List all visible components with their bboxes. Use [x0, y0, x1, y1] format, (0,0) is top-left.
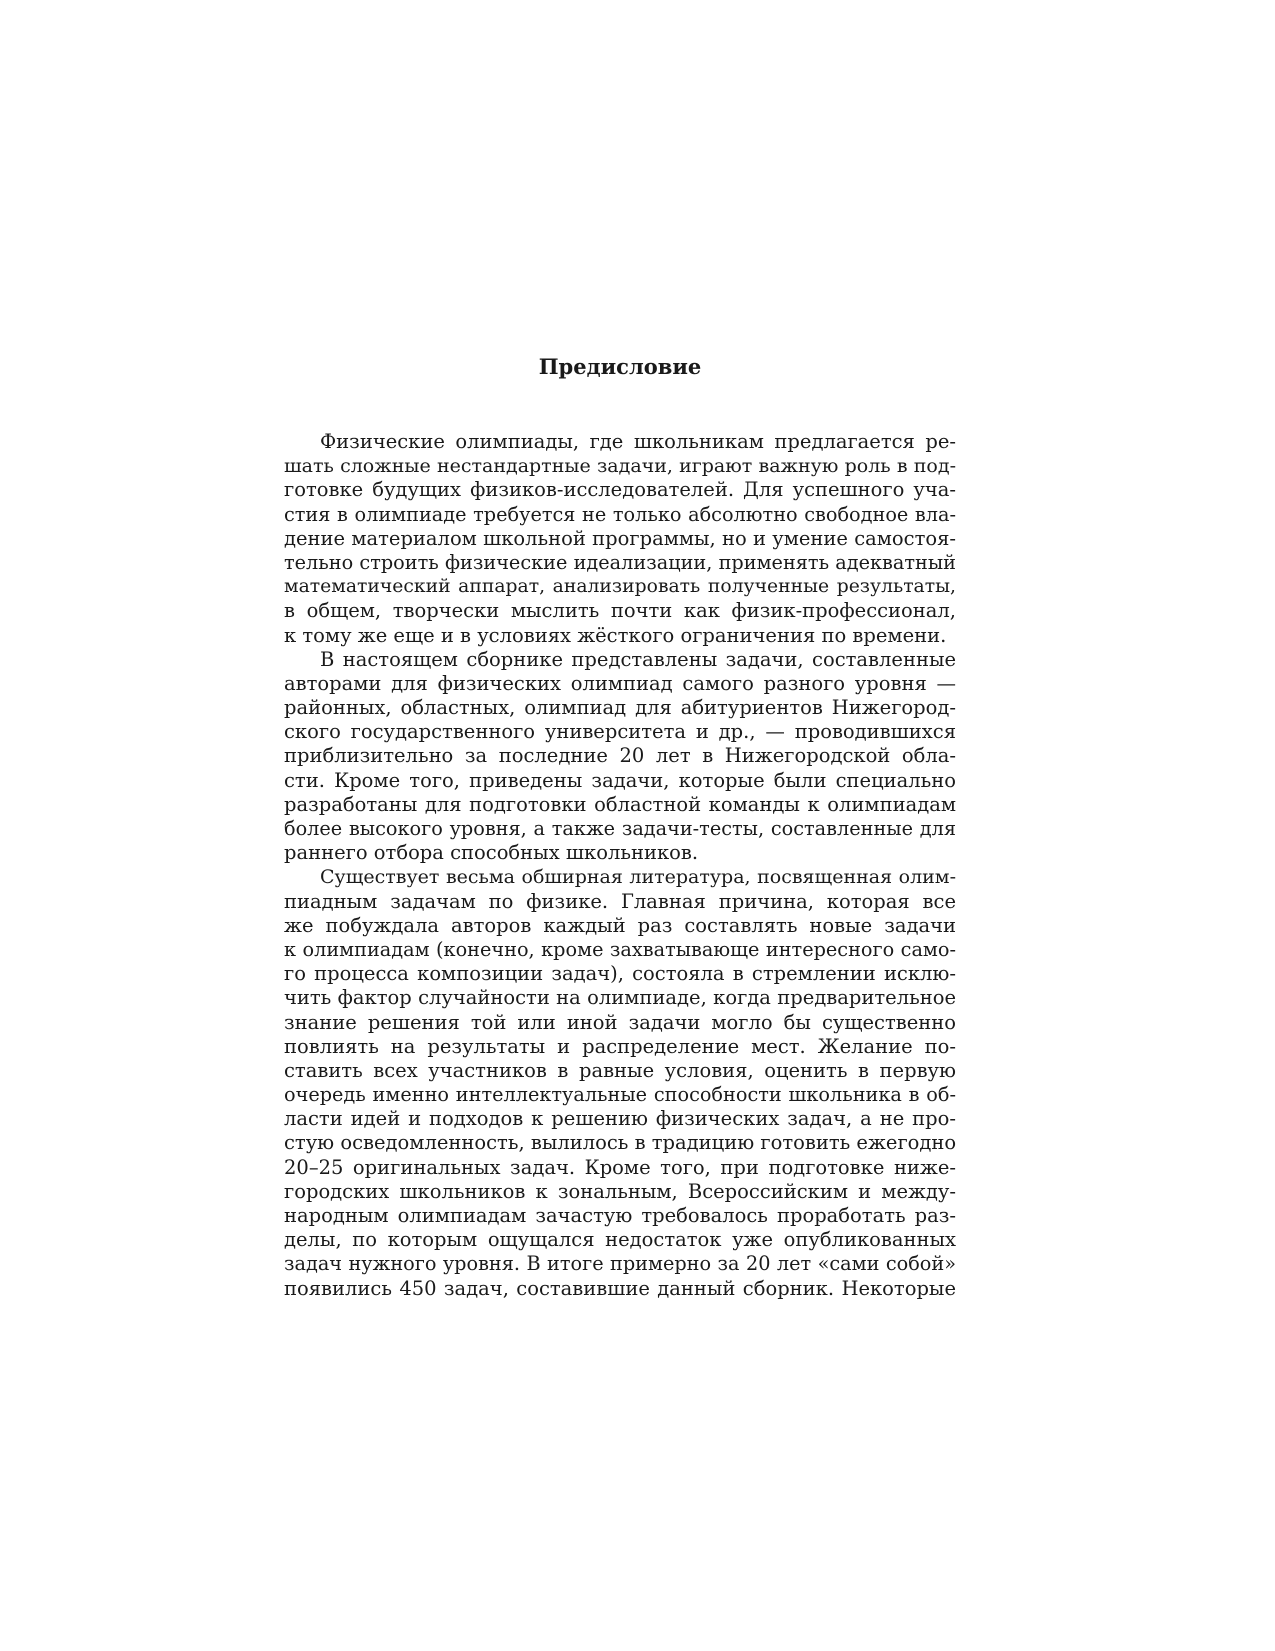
text-line: городских школьников к зональным, Всероссийским и между- — [284, 1179, 956, 1203]
text-line: Физические олимпиады, где школьникам предлагается ре- — [320, 430, 956, 453]
text-line: дение материалом школьной программы, но и умение самостоя- — [284, 526, 956, 550]
text-line: В настоящем сборнике представлены задачи, составленные — [320, 647, 956, 671]
text-line: чить фактор случайности на олимпиаде, когда предварительное — [284, 986, 956, 1010]
text-line: тельно строить физические идеализации, применять адекватный — [284, 550, 956, 574]
text-line: повлиять на результаты и распределение мест. Желание по- — [284, 1034, 956, 1058]
text-line: шать сложные нестандартные задачи, играют важную роль в под- — [284, 455, 956, 478]
text-line: раннего отбора способных школьников. — [284, 841, 699, 865]
text-line: народным олимпиадам зачастую требовалось проработать раз- — [284, 1204, 956, 1227]
text-line: Существует весьма обширная литература, посвященная олим- — [320, 866, 956, 889]
text-line: стую осведомленность, вылилось в традицию готовить ежегодно — [284, 1131, 957, 1155]
text-line: разработаны для подготовки областной команды к олимпиадам — [284, 792, 956, 816]
text-line: приблизительно за последние 20 лет в Нижегородской обла- — [284, 744, 956, 768]
text-line: ласти идей и подходов к решению физических задач, а не про- — [284, 1107, 956, 1131]
text-line: к олимпиадам (конечно, кроме захватывающе интересного само- — [284, 937, 956, 961]
text-line: пиадным задачам по физике. Главная причина, которая все — [284, 889, 956, 913]
paragraph — [284, 865, 956, 1300]
paragraph — [284, 430, 956, 648]
text-line: стия в олимпиаде требуется не только абсолютно свободное вла- — [284, 502, 956, 526]
text-line: задач нужного уровня. В итоге примерно за 20 лет «сами собой» — [284, 1252, 956, 1276]
page-title: Предисловие — [538, 354, 702, 379]
text-line: ставить всех участников в равные условия, оценить в первую — [284, 1058, 956, 1082]
text-line: авторами для физических олимпиад самого разного уровня — — [284, 671, 956, 695]
text-line: го процесса композиции задач), состояла в стремлении исклю- — [284, 962, 956, 986]
text-body — [284, 430, 956, 1301]
text-line: знание решения той или иной задачи могло бы существенно — [284, 1010, 956, 1034]
text-line: в общем, творчески мыслить почти как физик-профессионал, — [284, 599, 956, 623]
text-line: появились 450 задач, составившие данный сборник. Некоторые — [284, 1276, 956, 1300]
text-line: ского государственного университета и др., — проводившихся — [284, 720, 956, 744]
text-line: 20–25 оригинальных задач. Кроме того, при подготовке ниже- — [284, 1155, 956, 1179]
text-line: сти. Кроме того, приведены задачи, которые были специально — [284, 768, 956, 792]
text-line: к тому же еще и в условиях жёсткого ограничения по времени. — [284, 623, 947, 647]
text-line: делы, по которым ощущался недостаток уже опубликованных — [284, 1228, 956, 1252]
paragraph — [284, 648, 956, 866]
text-line: более высокого уровня, а также задачи-тесты, составленные для — [284, 817, 956, 840]
text-line: же побуждала авторов каждый раз составлять новые задачи — [284, 913, 956, 937]
text-line: математический аппарат, анализировать полученные результаты, — [284, 576, 956, 598]
text-line: очередь именно интеллектуальные способности школьника в об- — [284, 1083, 956, 1107]
text-line: районных, областных, олимпиад для абитуриентов Нижегород- — [284, 696, 956, 720]
text-line: готовке будущих физиков-исследователей. Для успешного уча- — [284, 478, 956, 502]
